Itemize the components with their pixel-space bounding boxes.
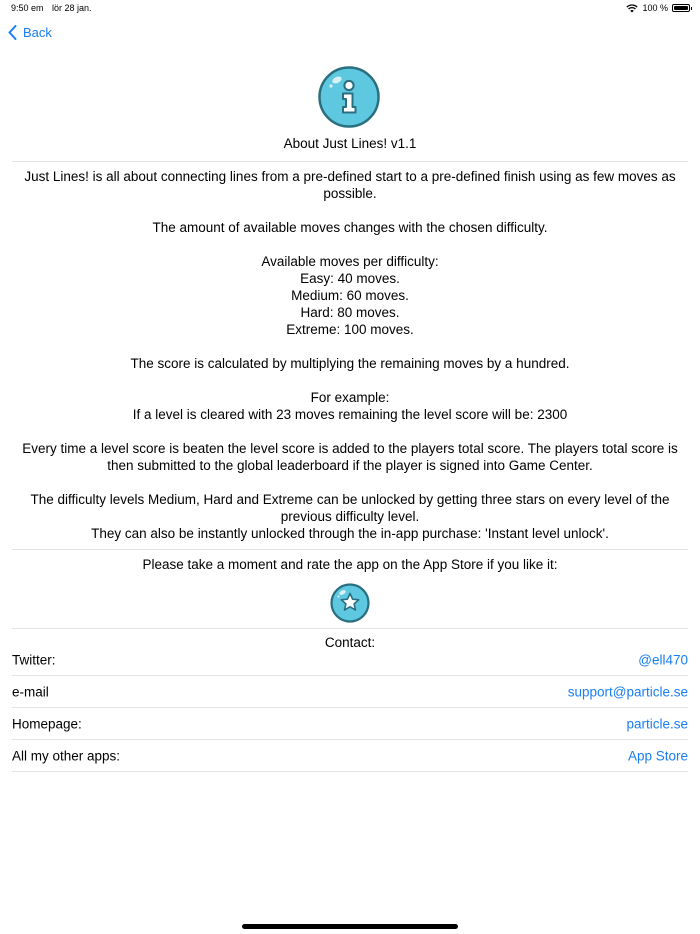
about-title: About Just Lines! v1.1 xyxy=(283,136,417,151)
difficulty-hard: Hard: 80 moves. xyxy=(300,305,400,320)
info-icon xyxy=(318,66,380,128)
score-paragraph: The score is calculated by multiplying the remaining moves by a hundred. xyxy=(130,356,570,371)
purchase-text: They can also be instantly unlocked through the in-app purchase: 'Instant level unlock'. xyxy=(91,526,609,541)
homepage-link[interactable]: particle.se xyxy=(626,716,688,732)
moves-paragraph: The amount of available moves changes with the chosen difficulty. xyxy=(152,220,548,235)
status-right xyxy=(626,3,690,13)
battery-percentage: 100 % xyxy=(642,3,668,13)
status-time: 9:50 em xyxy=(11,3,44,13)
contact-row-email xyxy=(12,676,688,708)
contact-label: All my other apps: xyxy=(12,748,121,764)
leaderboard-paragraph: Every time a level score is beaten the level score is added to the players total score. The players total score is then submitted to the global leaderboard if the player is signed into Game Center. xyxy=(22,441,678,473)
status-bar xyxy=(0,0,700,18)
contact-label: Twitter: xyxy=(12,652,56,668)
difficulty-extreme: Extreme: 100 moves. xyxy=(286,322,414,337)
back-button-label: Back xyxy=(23,25,52,40)
difficulty-list xyxy=(12,253,688,338)
difficulty-easy: Easy: 40 moves. xyxy=(300,271,400,286)
back-button[interactable] xyxy=(8,25,52,40)
difficulty-list-heading: Available moves per difficulty: xyxy=(261,254,439,269)
divider xyxy=(12,549,688,550)
difficulty-medium: Medium: 60 moves. xyxy=(291,288,409,303)
email-link[interactable]: support@particle.se xyxy=(567,684,688,700)
wifi-icon xyxy=(626,4,638,13)
app-store-link[interactable]: App Store xyxy=(627,748,688,764)
example-paragraph xyxy=(12,389,688,423)
rate-prompt: Please take a moment and rate the app on the App Store if you like it: xyxy=(142,557,558,572)
contact-row-twitter xyxy=(12,644,688,676)
divider xyxy=(12,161,688,162)
star-icon xyxy=(330,610,370,627)
unlock-paragraph xyxy=(12,491,688,542)
example-heading: For example: xyxy=(310,390,390,405)
about-description xyxy=(12,168,688,542)
rate-app-button[interactable] xyxy=(330,583,370,623)
intro-paragraph: Just Lines! is all about connecting lines from a pre-defined start to a pre-defined finish using as few moves as possible. xyxy=(24,169,676,201)
contact-heading: Contact: xyxy=(324,635,376,650)
contact-row-other-apps xyxy=(12,740,688,772)
chevron-left-icon xyxy=(8,25,17,40)
contact-row-homepage xyxy=(12,708,688,740)
contact-label: e-mail xyxy=(12,684,49,700)
contact-label: Homepage: xyxy=(12,716,82,732)
divider xyxy=(12,628,688,629)
home-indicator[interactable] xyxy=(242,924,458,929)
status-date: lör 28 jan. xyxy=(52,3,92,13)
battery-icon xyxy=(672,4,690,12)
divider xyxy=(12,771,688,772)
twitter-link[interactable]: @ell470 xyxy=(638,652,688,668)
example-text: If a level is cleared with 23 moves remaining the level score will be: 2300 xyxy=(132,407,568,422)
unlock-text: The difficulty levels Medium, Hard and Extreme can be unlocked by getting three stars on every level of the previous difficulty level. xyxy=(30,492,670,524)
